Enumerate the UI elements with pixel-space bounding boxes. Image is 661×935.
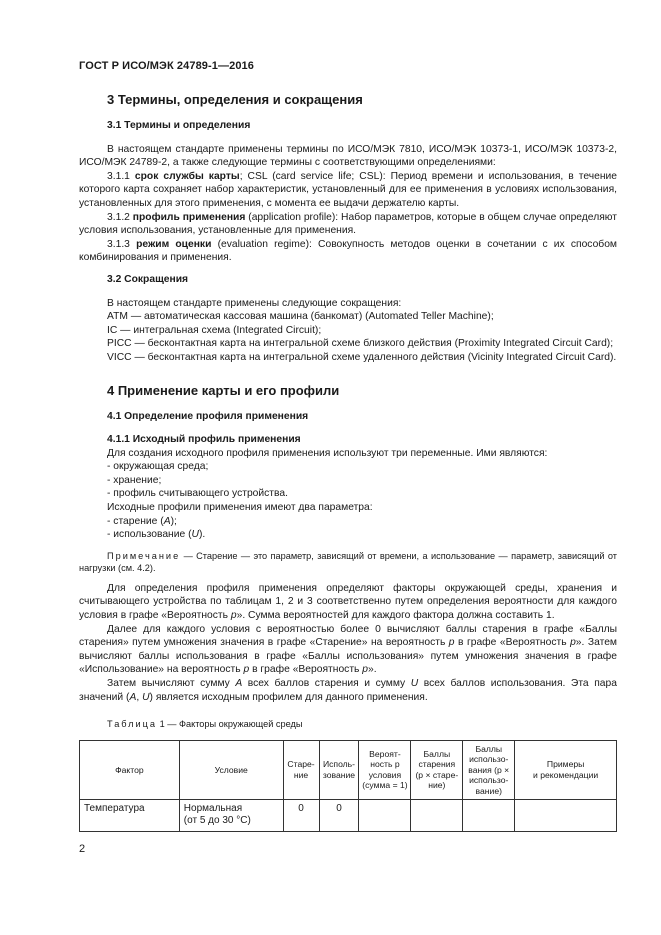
list-item: - хранение;: [107, 474, 162, 486]
paragraph-sums: Затем вычисляют сумму A всех баллов старения и сумму U всех баллов использования. Эта пара значений (A, U) является исходным профилем для данного применения.: [79, 678, 617, 703]
col-header-examples: Примеры и рекомендации: [515, 740, 617, 799]
page-number: 2: [79, 843, 86, 855]
section-3-title: 3 Термины, определения и сокращения: [107, 92, 363, 107]
list-item: - окружающая среда;: [107, 461, 209, 473]
cell-factor: Температура: [80, 799, 180, 831]
section-4-1-1-title: 4.1.1 Исходный профиль применения: [107, 434, 301, 446]
term-3-1-2: 3.1.2 профиль применения (application profile): Набор параметров, которые в общем случае определяют условия использования, установленные для применения.: [79, 211, 617, 237]
list-item: - старение (A);: [107, 515, 177, 527]
cell-usage-points: [463, 799, 515, 831]
section-4-title: 4 Применение карты и его профили: [107, 382, 340, 398]
list-item: - профиль считывающего устройства.: [107, 488, 288, 500]
paragraph-abbr-intro: В настоящем стандарте применены следующие сокращения:: [107, 297, 402, 309]
document-header: ГОСТ Р ИСО/МЭК 24789-1—2016: [79, 60, 254, 72]
term-name: режим оценки: [136, 238, 212, 250]
abbr-atm: ATM — автоматическая кассовая машина (банкомат) (Automated Teller Machine);: [107, 311, 494, 323]
list-item: - использование (U).: [107, 529, 206, 541]
section-3-2-title: 3.2 Сокращения: [107, 273, 189, 285]
paragraph-points: Далее для каждого условия с вероятностью более 0 вычисляют баллы старения в графе «Баллы старения» путем умножения значения в графе «Старение» на вероятность p в графе «Вероятность p». Затем вычисляют баллы использования в графе «Баллы использования» путем умножения значения в графе «Использование» на вероятность p в графе «Вероятность p».: [79, 623, 617, 676]
note-label: Примечание: [107, 550, 181, 561]
abbr-ic: IC — интегральная схема (Integrated Circuit);: [107, 324, 322, 336]
col-header-aging-points: Баллы старения (p × старе- ние): [411, 740, 463, 799]
cell-aging-points: [411, 799, 463, 831]
table-caption: Таблица 1 — Факторы окружающей среды: [107, 719, 303, 730]
table-header-row: [80, 740, 617, 799]
section-4-1-title: 4.1 Определение профиля применения: [107, 410, 309, 422]
term-name: профиль применения: [132, 211, 246, 223]
cell-condition: Нормальная (от 5 до 30 °C): [179, 799, 283, 831]
paragraph-profile-factors: Для определения профиля применения определяют факторы окружающей среды, хранения и считывающего устройства по таблицам 1, 2 и 3 соответственно путем определения вероятности для каждого условия в графе «Вероятность p». Сумма вероятностей для каждого фактора должна составить 1.: [79, 582, 617, 622]
cell-aging: 0: [283, 799, 319, 831]
note: Примечание — Старение — это параметр, зависящий от времени, а использование — параметр, зависящий от нагрузки (см. 4.2).: [79, 550, 617, 573]
cell-examples: [515, 799, 617, 831]
paragraph-parameters: Исходные профили применения имеют два параметра:: [107, 502, 373, 514]
term-name: срок службы карты: [134, 170, 240, 182]
table-row: [80, 799, 617, 831]
paragraph-terms-intro: В настоящем стандарте применены термины по ИСО/МЭК 7810, ИСО/МЭК 10373-1, ИСО/МЭК 10373-2, ИСО/МЭК 24789-2, а также следующие термины с соответствующими определениями:: [79, 143, 617, 169]
term-3-1-3: 3.1.3 режим оценки (evaluation regime): Совокупность методов оценки в сочетании с их способом комбинирования и применения.: [79, 238, 617, 264]
abbr-vicc: VICC — бесконтактная карта на интегральной схеме удаленного действия (Vicinity Integrated Circuit Card).: [107, 351, 617, 363]
col-header-aging: Старе- ние: [283, 740, 319, 799]
col-header-condition: Условие: [179, 740, 283, 799]
cell-probability: [359, 799, 411, 831]
section-3-1-title: 3.1 Термины и определения: [107, 120, 251, 131]
col-header-factor: Фактор: [80, 740, 180, 799]
col-header-probability: Вероят- ность p условия (сумма = 1): [359, 740, 411, 799]
paragraph-variables: Для создания исходного профиля применения используют три переменные. Ими являются:: [107, 447, 548, 459]
col-header-usage: Исполь- зование: [319, 740, 359, 799]
term-3-1-1: 3.1.1 срок службы карты; CSL (card service life; CSL): Период времени и использования, в течение которого карта сохраняет набор характеристик, установленный для ее применения в условиях использования, установленных для этого применения, с момента ее выдачи держателю карты.: [79, 170, 617, 209]
abbr-picc: PICC — бесконтактная карта на интегральной схеме близкого действия (Proximity Integrated Circuit Card);: [107, 338, 614, 350]
cell-usage: 0: [319, 799, 359, 831]
document-body: [79, 92, 617, 832]
environment-factors-table: [79, 740, 617, 832]
col-header-usage-points: Баллы использо- вания (p × использо- вание): [463, 740, 515, 799]
